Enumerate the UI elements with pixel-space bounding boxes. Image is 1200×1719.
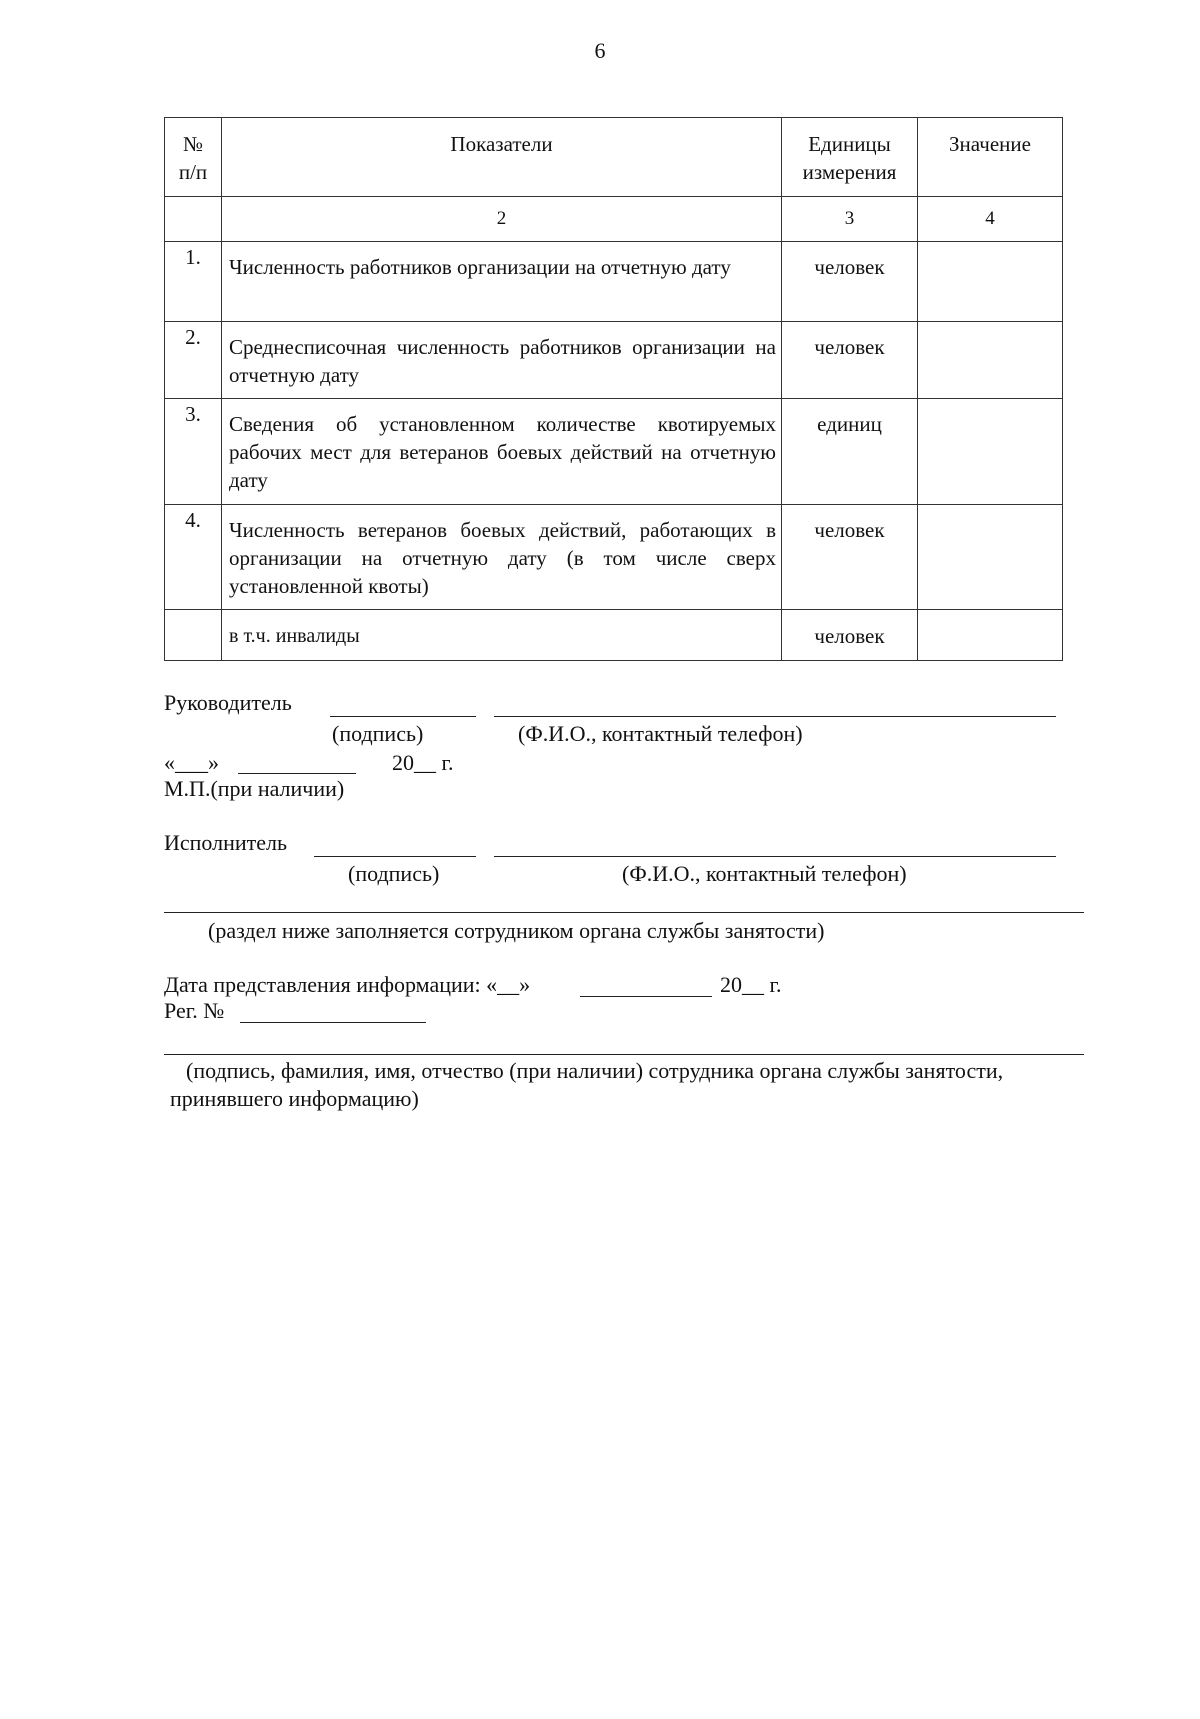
column-number-2: 2 [222, 197, 782, 242]
row-indicator: Численность ветеранов боевых действий, работающих в организации на отчетную дату (в том числе сверх установленной квоты) [222, 505, 782, 610]
head-name-caption: (Ф.И.О., контактный телефон) [518, 721, 803, 746]
section-divider [164, 912, 1084, 913]
row-num: 4. [165, 505, 222, 610]
table-row [165, 399, 1063, 505]
executor-signature-caption: (подпись) [348, 861, 440, 886]
row-unit: человек [782, 610, 918, 661]
header-value: Значение [918, 118, 1063, 197]
row-value[interactable] [918, 322, 1063, 399]
head-label: Руководитель [164, 690, 292, 715]
table-row [165, 322, 1063, 399]
employee-signature-line[interactable] [164, 1054, 1084, 1055]
header-indicator: Показатели [222, 118, 782, 197]
row-num: 2. [165, 322, 222, 399]
submission-date-label: Дата представления информации: «__» [164, 972, 531, 997]
row-num: 1. [165, 242, 222, 322]
row-value[interactable] [918, 399, 1063, 505]
row-indicator: в т.ч. инвалиды [222, 610, 782, 661]
head-date-year: 20__ г. [392, 750, 454, 775]
row-indicator: Сведения об установленном количестве квотируемых рабочих мест для ветеранов боевых действий на отчетную дату [222, 399, 782, 505]
column-number-1 [165, 197, 222, 242]
submission-date-year: 20__ г. [720, 972, 782, 997]
row-value[interactable] [918, 610, 1063, 661]
table-row [165, 610, 1063, 661]
executor-signature-line[interactable] [314, 856, 476, 857]
head-signature-caption: (подпись) [332, 721, 424, 746]
head-date-day: «___» [164, 750, 219, 775]
row-num [165, 610, 222, 661]
page-number: 6 [594, 38, 606, 63]
row-num: 3. [165, 399, 222, 505]
header-unit: Единицы измерения [782, 118, 918, 197]
reg-number-line[interactable] [240, 1022, 426, 1023]
row-unit: человек [782, 322, 918, 399]
table-row [165, 242, 1063, 322]
row-indicator: Среднесписочная численность работников организации на отчетную дату [222, 322, 782, 399]
row-value[interactable] [918, 242, 1063, 322]
head-date-month-line[interactable] [238, 773, 356, 774]
reg-number-label: Рег. № [164, 998, 225, 1023]
table-row [165, 505, 1063, 610]
row-unit: единиц [782, 399, 918, 505]
column-number-3: 3 [782, 197, 918, 242]
executor-name-caption: (Ф.И.О., контактный телефон) [622, 861, 907, 886]
column-number-4: 4 [918, 197, 1063, 242]
table-header-row [165, 118, 1063, 197]
executor-name-line[interactable] [494, 856, 1056, 857]
indicators-table [164, 117, 1063, 661]
executor-label: Исполнитель [164, 830, 288, 855]
employee-caption-line2: принявшего информацию) [170, 1086, 419, 1111]
stamp-label: М.П.(при наличии) [164, 776, 345, 801]
header-num: № п/п [165, 118, 222, 197]
row-indicator: Численность работников организации на отчетную дату [222, 242, 782, 322]
row-value[interactable] [918, 505, 1063, 610]
submission-date-month-line[interactable] [580, 996, 712, 997]
row-unit: человек [782, 242, 918, 322]
column-numbers-row [165, 197, 1063, 242]
row-unit: человек [782, 505, 918, 610]
head-name-line[interactable] [494, 716, 1056, 717]
employment-note: (раздел ниже заполняется сотрудником органа службы занятости) [208, 918, 825, 943]
employee-caption-line1: (подпись, фамилия, имя, отчество (при наличии) сотрудника органа службы занятости, [186, 1058, 1004, 1083]
head-signature-line[interactable] [330, 716, 476, 717]
